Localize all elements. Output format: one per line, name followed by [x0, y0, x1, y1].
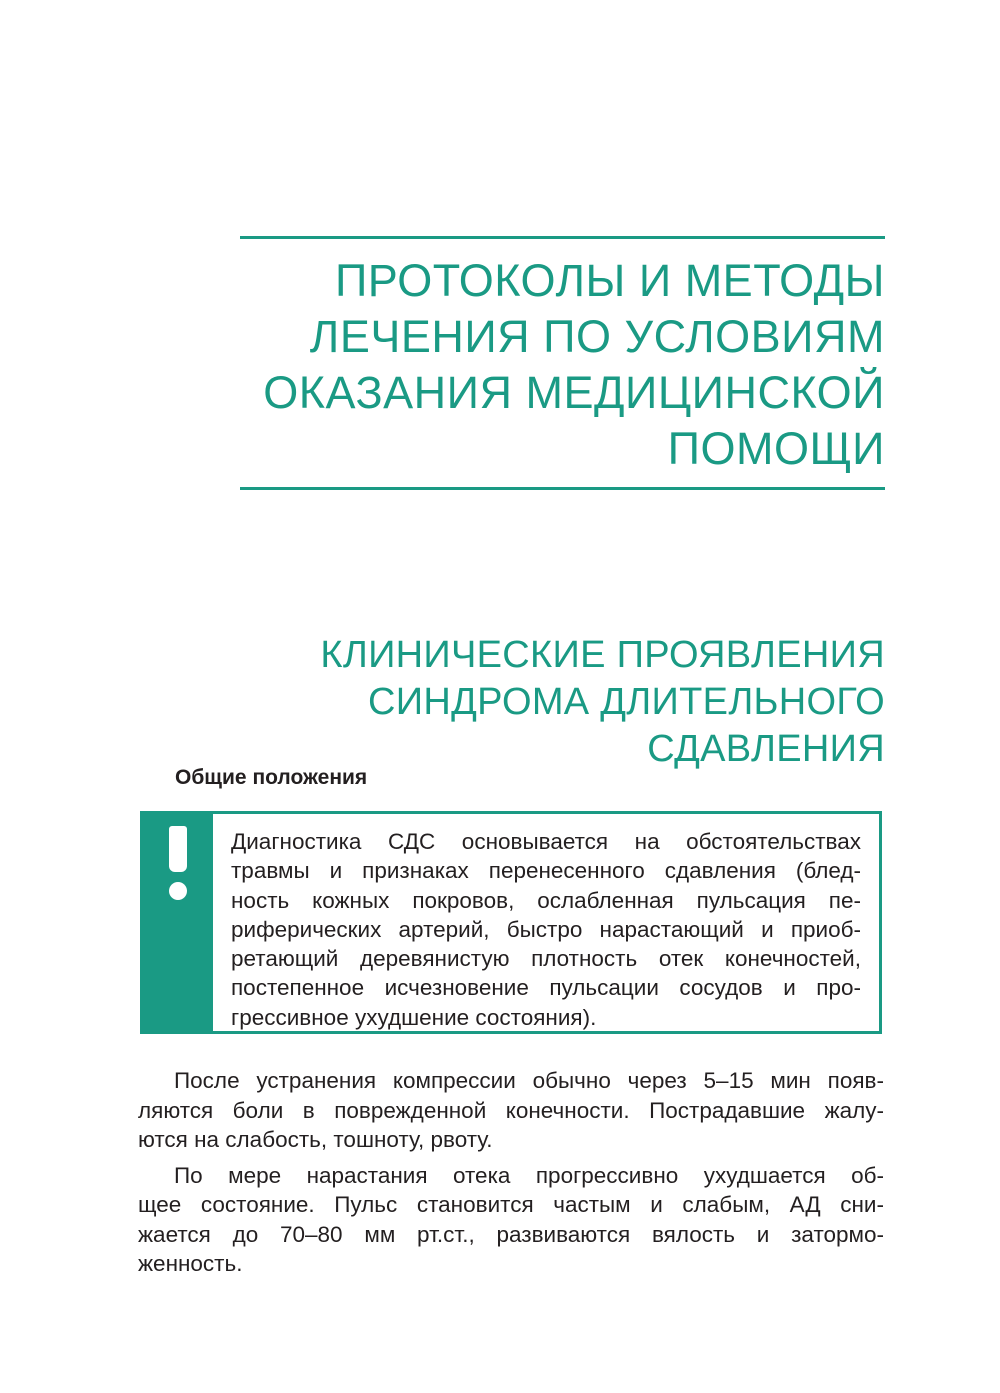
note-sidebar — [143, 814, 213, 1031]
note-line: риферических артерий, быстро нарастающий и приоб- — [231, 916, 861, 942]
section-title — [185, 632, 885, 773]
chapter-top-rule — [240, 236, 885, 239]
paragraph-line: После устранения компрессии обычно через 5–15 мин появ- — [174, 1068, 884, 1093]
paragraph-line: ются на слабость, тошноту, рвоту. — [138, 1127, 493, 1152]
body-text — [138, 1066, 884, 1285]
chapter-header — [240, 236, 885, 490]
chapter-title-line: ПОМОЩИ — [667, 423, 885, 474]
note-line: ность кожных покровов, ослабленная пульсация пе- — [231, 887, 861, 913]
chapter-title-line: ЛЕЧЕНИЯ ПО УСЛОВИЯМ — [309, 311, 885, 362]
subheading: Общие положения — [175, 766, 368, 789]
note-line: грессивное ухудшение состояния). — [231, 1004, 597, 1030]
note-text — [213, 814, 879, 1031]
important-note-box — [140, 811, 882, 1034]
paragraph-line: щее состояние. Пульс становится частым и слабым, АД сни- — [138, 1192, 884, 1217]
note-line: ретающий деревянистую плотность отек конечностей, — [231, 946, 861, 972]
paragraph — [138, 1066, 884, 1155]
paragraph — [138, 1161, 884, 1279]
paragraph-line: женность. — [138, 1251, 243, 1276]
exclamation-icon — [169, 826, 187, 900]
paragraph-line: По мере нарастания отека прогрессивно ухудшается об- — [174, 1162, 884, 1188]
paragraph-line: ляются боли в поврежденной конечности. Пострадавшие жалу- — [138, 1097, 884, 1123]
chapter-bottom-rule — [240, 487, 885, 490]
note-line: травмы и признаках перенесенного сдавления (блед- — [231, 858, 861, 884]
chapter-title-line: ОКАЗАНИЯ МЕДИЦИНСКОЙ — [263, 367, 885, 418]
section-title-line: СИНДРОМА ДЛИТЕЛЬНОГО — [368, 680, 885, 723]
section-title-line: СДАВЛЕНИЯ — [647, 727, 885, 770]
section-title-line: КЛИНИЧЕСКИЕ ПРОЯВЛЕНИЯ — [320, 633, 885, 676]
note-line: постепенное исчезновение пульсации сосудов и про- — [231, 975, 861, 1001]
paragraph-line: жается до 70–80 мм рт.ст., развиваются вялость и затормо- — [138, 1221, 884, 1247]
chapter-title-line: ПРОТОКОЛЫ И МЕТОДЫ — [334, 255, 885, 306]
chapter-title — [240, 253, 885, 477]
note-line: Диагностика СДС основывается на обстоятельствах — [231, 829, 861, 854]
